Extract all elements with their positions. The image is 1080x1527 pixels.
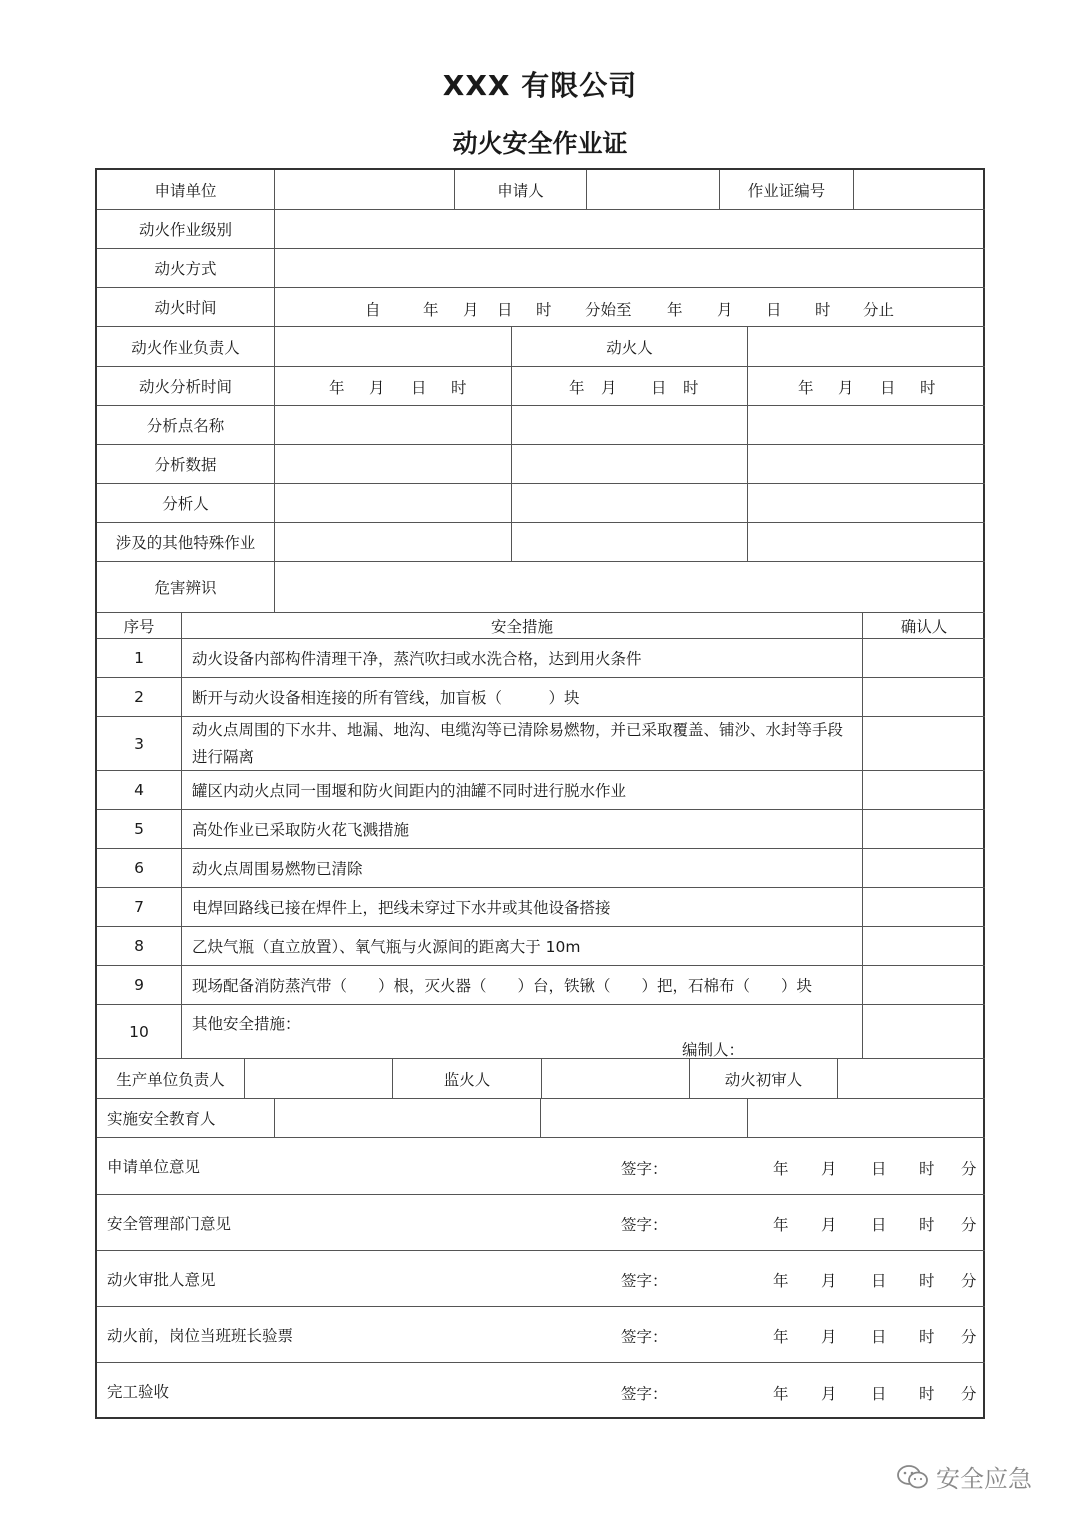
analysis-time-field-3[interactable]	[748, 367, 985, 406]
measure-text: 乙炔气瓶（直立放置）、氧气瓶与火源间的距离大于 10m	[182, 927, 863, 966]
measure-text: 断开与动火设备相连接的所有管线，加盲板（ ）块	[182, 678, 863, 717]
date-month: 月	[821, 1328, 837, 1346]
analyst-label: 分析人	[97, 484, 275, 523]
point-name-field-1[interactable]	[275, 406, 512, 445]
date-year: 年	[773, 1385, 789, 1403]
analysis-time-field-2[interactable]	[512, 367, 748, 406]
measure-no: 7	[97, 888, 182, 927]
time-hour-1: 时	[536, 301, 552, 319]
opinion-row[interactable]	[97, 1195, 985, 1251]
analyst-field-3[interactable]	[748, 484, 985, 523]
confirm-field[interactable]	[863, 639, 985, 678]
time-hour-2: 时	[815, 301, 831, 319]
hazard-label: 危害辨识	[97, 562, 275, 613]
measure-text: 动火设备内部构件清理干净，蒸汽吹扫或水洗合格，达到用火条件	[182, 639, 863, 678]
date-hour: 时	[919, 1216, 935, 1234]
confirm-field[interactable]	[863, 678, 985, 717]
time-day-2: 日	[766, 301, 782, 319]
point-name-field-3[interactable]	[748, 406, 985, 445]
measure-header: 安全措施	[182, 613, 863, 639]
measure-text: 动火点周围的下水井、地漏、地沟、电缆沟等已清除易燃物，并已采取覆盖、铺沙、水封等手段进行隔离	[182, 717, 863, 771]
confirm-field[interactable]	[863, 810, 985, 849]
leader-label: 动火作业负责人	[97, 327, 275, 367]
safety-educator-field-2[interactable]	[541, 1099, 748, 1138]
time-from: 自	[365, 301, 381, 319]
time-year-2: 年	[667, 301, 683, 319]
production-leader-label: 生产单位负责人	[97, 1059, 245, 1099]
compiler-label: 编制人：	[682, 1041, 745, 1059]
permit-no-label: 作业证编号	[720, 170, 854, 210]
confirm-header: 确认人	[863, 613, 985, 639]
measure-no: 3	[97, 717, 182, 771]
confirm-field[interactable]	[863, 927, 985, 966]
time-year-1: 年	[423, 301, 439, 319]
date-minute: 分	[961, 1160, 977, 1178]
opinion-label: 动火前，岗位当班班长验票	[107, 1326, 294, 1345]
a1-day: 日	[411, 379, 427, 397]
a2-day: 日	[651, 379, 667, 397]
measure-text: 罐区内动火点同一围堰和防火间距内的油罐不同时进行脱水作业	[182, 771, 863, 810]
page-title: 动火安全作业证	[452, 129, 628, 158]
time-month-1: 月	[463, 301, 479, 319]
analyst-field-1[interactable]	[275, 484, 512, 523]
a2-month: 月	[601, 379, 617, 397]
measure-no: 10	[97, 1005, 182, 1059]
date-minute: 分	[961, 1216, 977, 1234]
confirm-field[interactable]	[863, 849, 985, 888]
applicant-label: 申请人	[455, 170, 587, 210]
confirm-field[interactable]	[863, 966, 985, 1005]
measure-no-header: 序号	[97, 613, 182, 639]
date-minute: 分	[961, 1328, 977, 1346]
date-year: 年	[773, 1216, 789, 1234]
other-special-label: 涉及的其他特殊作业	[97, 523, 275, 562]
opinion-label: 安全管理部门意见	[107, 1214, 232, 1233]
other-special-field-3[interactable]	[748, 523, 985, 562]
time-day-1: 日	[497, 301, 513, 319]
date-year: 年	[773, 1328, 789, 1346]
measure-text: 高处作业已采取防火花飞溅措施	[182, 810, 863, 849]
sign-label: 签字：	[621, 1385, 668, 1403]
a2-hour: 时	[683, 379, 699, 397]
date-hour: 时	[919, 1385, 935, 1403]
safety-educator-field-1[interactable]	[275, 1099, 541, 1138]
a3-hour: 时	[920, 379, 936, 397]
date-month: 月	[821, 1385, 837, 1403]
work-level-label: 动火作业级别	[97, 210, 275, 249]
data-label: 分析数据	[97, 445, 275, 484]
date-year: 年	[773, 1160, 789, 1178]
company-name: XXX 有限公司	[442, 69, 638, 102]
watermark	[896, 1459, 1032, 1494]
time-label: 动火时间	[97, 288, 275, 327]
hazard-field[interactable]	[275, 562, 985, 613]
measure-no: 6	[97, 849, 182, 888]
analysis-time-label: 动火分析时间	[97, 367, 275, 406]
measure-text: 电焊回路线已接在焊件上，把线未穿过下水井或其他设备搭接	[182, 888, 863, 927]
time-end: 分止	[863, 301, 895, 319]
date-minute: 分	[961, 1385, 977, 1403]
a1-year: 年	[329, 379, 345, 397]
opinion-row[interactable]	[97, 1251, 985, 1307]
measure-no: 1	[97, 639, 182, 678]
other-special-field-2[interactable]	[512, 523, 748, 562]
date-day: 日	[871, 1328, 887, 1346]
first-reviewer-field[interactable]	[838, 1059, 985, 1099]
measure-text: 现场配备消防蒸汽带（ ）根，灭火器（ ）台，铁锹（ ）把，石棉布（ ）块	[182, 966, 863, 1005]
permit-form	[95, 168, 985, 1419]
applicant-field[interactable]	[587, 170, 720, 210]
watermark-text: 安全应急	[936, 1465, 1032, 1493]
data-field-1[interactable]	[275, 445, 512, 484]
worker-field[interactable]	[748, 327, 985, 367]
date-month: 月	[821, 1160, 837, 1178]
a2-year: 年	[569, 379, 585, 397]
date-hour: 时	[919, 1272, 935, 1290]
date-day: 日	[871, 1272, 887, 1290]
a1-month: 月	[369, 379, 385, 397]
safety-educator-label: 实施安全教育人	[97, 1099, 275, 1138]
measure-no: 8	[97, 927, 182, 966]
other-special-field-1[interactable]	[275, 523, 512, 562]
time-start-to: 分始至	[585, 301, 632, 319]
applicant-unit-label: 申请单位	[97, 170, 275, 210]
measure-no: 9	[97, 966, 182, 1005]
other-measures-label: 其他安全措施：	[192, 1015, 301, 1033]
permit-no-field[interactable]	[854, 170, 985, 210]
sign-label: 签字：	[621, 1272, 668, 1290]
measure-no: 5	[97, 810, 182, 849]
measure-no: 4	[97, 771, 182, 810]
method-label: 动火方式	[97, 249, 275, 288]
date-year: 年	[773, 1272, 789, 1290]
opinion-label: 完工验收	[107, 1383, 170, 1401]
a3-year: 年	[798, 379, 814, 397]
opinion-row[interactable]	[97, 1138, 985, 1195]
date-minute: 分	[961, 1272, 977, 1290]
date-month: 月	[821, 1216, 837, 1234]
opinion-label: 动火审批人意见	[107, 1270, 216, 1289]
sign-label: 签字：	[621, 1328, 668, 1346]
worker-label: 动火人	[512, 327, 748, 367]
fire-watch-field[interactable]	[542, 1059, 690, 1099]
measure-no: 2	[97, 678, 182, 717]
date-hour: 时	[919, 1160, 935, 1178]
a1-hour: 时	[451, 379, 467, 397]
date-day: 日	[871, 1216, 887, 1234]
a3-month: 月	[838, 379, 854, 397]
opinion-row[interactable]	[97, 1307, 985, 1363]
production-leader-field[interactable]	[245, 1059, 393, 1099]
date-month: 月	[821, 1272, 837, 1290]
wechat-icon	[896, 1464, 930, 1490]
sign-label: 签字：	[621, 1216, 668, 1234]
first-reviewer-label: 动火初审人	[690, 1059, 838, 1099]
point-name-label: 分析点名称	[97, 406, 275, 445]
opinion-row[interactable]	[97, 1363, 985, 1419]
leader-field[interactable]	[275, 327, 512, 367]
date-day: 日	[871, 1385, 887, 1403]
confirm-field[interactable]	[863, 717, 985, 771]
sign-label: 签字：	[621, 1160, 668, 1178]
point-name-field-2[interactable]	[512, 406, 748, 445]
confirm-field[interactable]	[863, 771, 985, 810]
data-field-2[interactable]	[512, 445, 748, 484]
opinion-label: 申请单位意见	[107, 1158, 201, 1176]
time-month-2: 月	[717, 301, 733, 319]
applicant-unit-field[interactable]	[275, 170, 455, 210]
confirm-field[interactable]	[863, 888, 985, 927]
analyst-field-2[interactable]	[512, 484, 748, 523]
date-hour: 时	[919, 1328, 935, 1346]
method-field[interactable]	[275, 249, 985, 288]
analysis-time-field-1[interactable]	[275, 367, 512, 406]
measure-text: 动火点周围易燃物已清除	[182, 849, 863, 888]
date-day: 日	[871, 1160, 887, 1178]
confirm-field[interactable]	[863, 1005, 985, 1059]
work-level-field[interactable]	[275, 210, 985, 249]
data-field-3[interactable]	[748, 445, 985, 484]
fire-watch-label: 监火人	[393, 1059, 542, 1099]
a3-day: 日	[880, 379, 896, 397]
safety-educator-field-3[interactable]	[748, 1099, 985, 1138]
